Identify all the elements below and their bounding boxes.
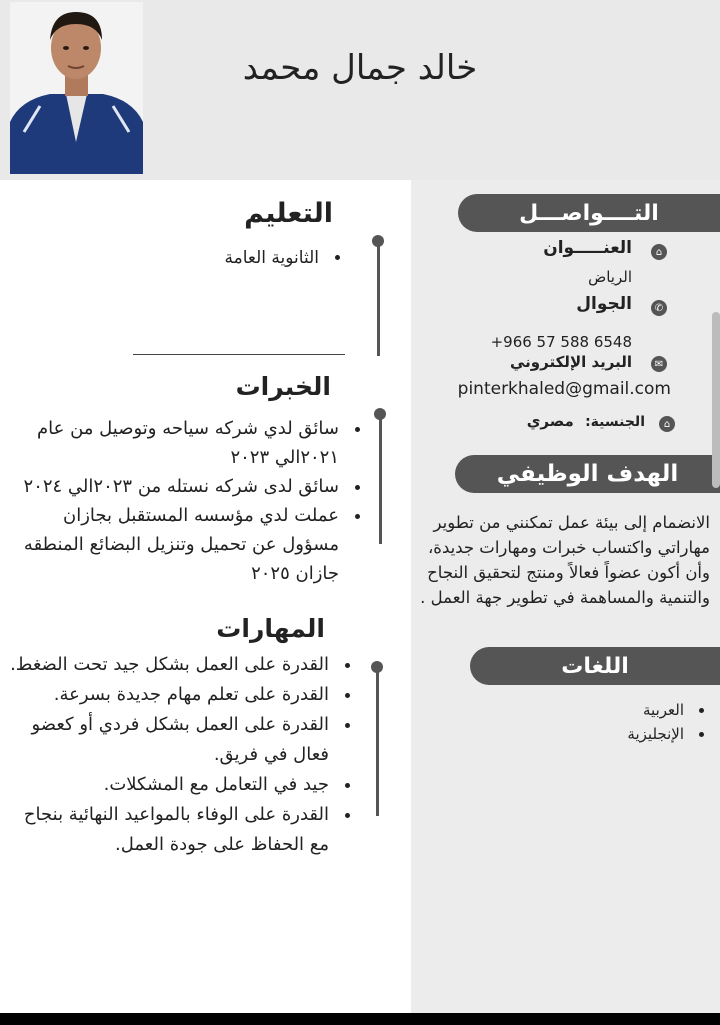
email-label: البريد الإلكتروني: [510, 353, 632, 371]
skills-dot: [371, 661, 383, 673]
experience-title: الخبرات: [235, 372, 331, 401]
languages-item: • الإنجليزية: [488, 722, 688, 746]
scrollbar[interactable]: [712, 312, 720, 488]
flag-home-icon: ⌂: [659, 416, 675, 432]
languages-item: • العربية: [488, 698, 688, 722]
education-item: • الثانوية العامة: [123, 244, 323, 272]
email-value[interactable]: pinterkhaled@gmail.com: [457, 379, 671, 399]
objective-text: الانضمام إلى بيئة عمل تمكنني من تطوير مهاراتي واكتساب خبرات ومهارات جديدة، وأن أكون عضواً فعالاً ومنتج لتحقيق النجاح والتنمية والمساهمة في تطوير جهة العمل .: [420, 513, 710, 607]
experience-timeline: [379, 414, 382, 544]
experience-item: • عملت لدي مؤسسه المستقبل بجازان مسؤول عن تحميل وتنزيل البضائع المنطقه جازان ٢٠٢٥: [23, 501, 343, 588]
nationality-row: الجنسية: مصري: [526, 412, 645, 430]
experience-item: • سائق لدي شركه سياحه وتوصيل من عام ٢٠٢١الي ٢٠٢٣: [23, 414, 343, 472]
address-value: الرياض: [588, 268, 632, 286]
experience-list: [23, 414, 365, 588]
education-dot: [372, 235, 384, 247]
skills-item: • جيد في التعامل مع المشكلات.: [3, 770, 333, 800]
contact-title: التــــواصـــل: [458, 194, 720, 232]
experience-dot: [374, 408, 386, 420]
profile-photo: [10, 2, 143, 174]
objective-title: الهدف الوظيفي: [455, 455, 720, 493]
languages-list: [488, 698, 710, 746]
phone-value[interactable]: +966 57 588 6548: [490, 333, 632, 351]
skills-list: [3, 650, 355, 860]
education-list: [123, 244, 345, 272]
education-timeline: [377, 240, 380, 356]
languages-title: اللغات: [470, 647, 720, 685]
skills-timeline: [376, 668, 379, 816]
skills-item: • القدرة على الوفاء بالمواعيد النهائية بنجاح مع الحفاظ على جودة العمل.: [3, 800, 333, 860]
experience-item: • سائق لدى شركه نستله من ٢٠٢٣الي ٢٠٢٤: [23, 472, 343, 501]
address-label: العنـــــوان: [543, 238, 632, 258]
phone-label: الجوال: [576, 294, 632, 314]
sidebar: [411, 180, 720, 1013]
section-divider: [133, 354, 345, 355]
person-photo-icon: [10, 2, 143, 174]
skills-title: المهارات: [216, 614, 325, 643]
email-icon: ✉: [651, 356, 667, 372]
phone-icon: ✆: [651, 300, 667, 316]
main-column: [0, 180, 411, 1013]
skills-item: • القدرة على تعلم مهام جديدة بسرعة.: [3, 680, 333, 710]
header: [0, 0, 720, 178]
skills-item: • القدرة على العمل بشكل جيد تحت الضغط.: [3, 650, 333, 680]
education-title: التعليم: [244, 198, 333, 229]
home-icon: ⌂: [651, 244, 667, 260]
skills-item: • القدرة على العمل بشكل فردي أو كعضو فعال في فريق.: [3, 710, 333, 770]
full-name: خالد جمال محمد: [242, 48, 478, 88]
